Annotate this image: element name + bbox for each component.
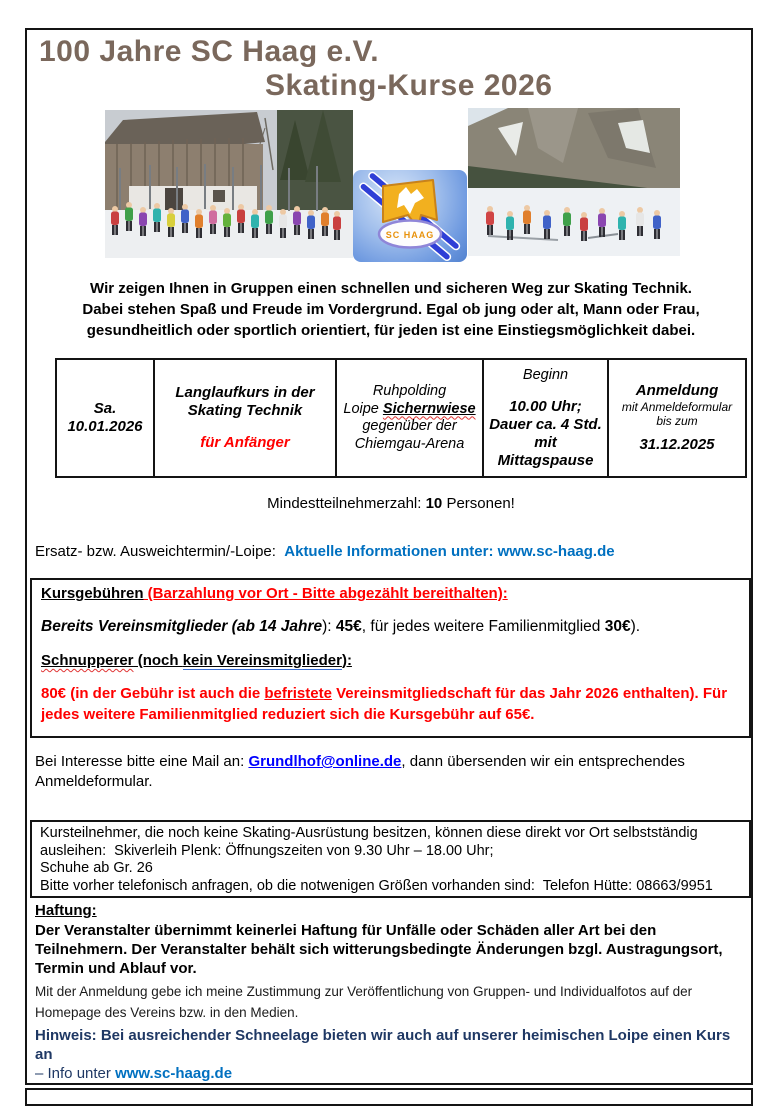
email-link[interactable]: Grundlhof@online.de bbox=[248, 753, 402, 770]
min-participants-count: 10 bbox=[425, 495, 443, 512]
sc-haag-logo bbox=[353, 170, 467, 262]
rental-box bbox=[30, 820, 751, 898]
fees-price-family: 30€ bbox=[604, 618, 631, 635]
bottom-empty-box bbox=[25, 1088, 753, 1106]
schedule-mit: mit bbox=[534, 434, 557, 451]
photo-consent-text: Mit der Anmeldung gebe ich meine Zustimmung zur Veröffentlichung von Gruppen- und Individualfotos auf der Homepage des Vereins bzw. in den Medien. bbox=[35, 984, 693, 1020]
intro-line-3: gesundheitlich oder sportlich orientiert, für jeden ist eine Einstiegsmöglichkeit dabei. bbox=[86, 322, 696, 339]
liability-text: Der Veranstalter übernimmt keinerlei Haftung für Unfälle oder Schäden aller Art bei den Teilnehmern. Der Veranstalter behält sich witterungsbedingte Änderungen bzgl. Austragungsort, Termin und Ablauf vor. bbox=[35, 922, 723, 977]
fees-trial-underlined-word: befristete bbox=[264, 685, 332, 702]
flyer-page bbox=[25, 28, 753, 1085]
location-line4: Chiemgau-Arena bbox=[354, 435, 465, 452]
rental-line-1: Kursteilnehmer, die noch keine Skating-Ausrüstung besitzen, können diese direkt vor Ort selbstständig bbox=[40, 825, 698, 841]
fees-price-members: 45€ bbox=[335, 618, 362, 635]
course-table bbox=[55, 358, 747, 478]
alternative-info bbox=[35, 543, 615, 560]
page-subtitle: Skating-Kurse 2026 bbox=[265, 69, 553, 102]
schedule-start: 10.00 Uhr; bbox=[509, 398, 582, 415]
fees-trial-text: 80€ (in der Gebühr ist auch die befristete Vereinsmitgliedschaft für das Jahr 2026 enthalten). Für jedes weitere Familienmitglied reduziert sich die Kursgebühr auf 65€. bbox=[41, 685, 732, 723]
rental-line-2: ausleihen: Skiverleih Plenk: Öffnungszeiten von 9.30 Uhr – 18.00 Uhr; bbox=[40, 842, 494, 859]
notice-info-line: – Info unter www.sc-haag.de bbox=[35, 1065, 233, 1082]
course-schedule-cell bbox=[483, 359, 608, 477]
registration-sub1: mit Anmeldeformular bbox=[621, 400, 733, 414]
skiers-snow-photo bbox=[468, 108, 680, 256]
page-title: 100 Jahre SC Haag e.V. bbox=[39, 35, 380, 68]
notice-section bbox=[35, 1026, 749, 1083]
rental-line-3: Schuhe ab Gr. 26 bbox=[40, 860, 153, 876]
fees-heading bbox=[41, 585, 740, 602]
fees-members-line: Bereits Vereinsmitglieder (ab 14 Jahre): 45€, für jedes weitere Familienmitglied 30€). bbox=[41, 618, 641, 635]
course-name-cell bbox=[154, 359, 336, 477]
notice-bold-line: Hinweis: Bei ausreichender Schneelage bieten wir auch auf unserer heimischen Loipe einen Kurs an bbox=[35, 1027, 731, 1063]
registration-title: Anmeldung bbox=[635, 382, 719, 399]
liability-section bbox=[35, 902, 749, 1023]
liability-heading: Haftung: bbox=[35, 902, 97, 919]
course-location-cell bbox=[336, 359, 483, 477]
fees-box bbox=[30, 578, 751, 738]
course-date-value: 10.01.2026 bbox=[67, 418, 143, 435]
course-date-day: Sa. bbox=[93, 400, 117, 417]
contact-line: Bei Interesse bitte eine Mail an: Grundlhof@online.de, dann übersenden wir ein entsprechendes Anmeldeformular. bbox=[35, 753, 689, 790]
course-title-line2: Skating Technik bbox=[187, 402, 303, 419]
alternative-website-link[interactable]: Aktuelle Informationen unter: www.sc-haag.de bbox=[284, 543, 615, 560]
course-registration-cell bbox=[608, 359, 746, 477]
schedule-break: Mittagspause bbox=[497, 452, 594, 469]
min-participants: Mindestteilnehmerzahl: 10 Personen! bbox=[267, 495, 515, 512]
location-trail-name: Sichernwiese bbox=[382, 400, 476, 417]
registration-deadline: 31.12.2025 bbox=[639, 436, 715, 453]
course-title-line1: Langlaufkurs in der bbox=[175, 384, 315, 401]
registration-sub2: bis zum bbox=[656, 414, 698, 428]
intro-line-2: Dabei stehen Spaß und Freude im Vordergrund. Egal ob jung oder alt, Mann oder Frau, bbox=[82, 301, 700, 318]
fees-trial-heading: Schnupperer (noch kein Vereinsmitglieder): bbox=[41, 652, 352, 669]
logo-text: SC HAAG bbox=[385, 230, 435, 240]
group-photo-hut bbox=[105, 110, 353, 258]
course-level: für Anfänger bbox=[200, 434, 290, 451]
location-trail: Loipe Sichernwiese bbox=[343, 400, 476, 417]
intro-text bbox=[27, 278, 755, 341]
website-link[interactable]: www.sc-haag.de bbox=[115, 1065, 233, 1082]
rental-line-4: Bitte vorher telefonisch anfragen, ob die notwenigen Größen vorhanden sind: Telefon Hütte: 08663/9951 bbox=[40, 877, 713, 894]
location-town: Ruhpolding bbox=[372, 383, 447, 399]
location-line3: gegenüber der bbox=[362, 418, 457, 434]
schedule-header: Beginn bbox=[522, 367, 569, 383]
fees-heading-black: Kursgebühren bbox=[41, 585, 144, 602]
alternative-label: Ersatz- bzw. Ausweichtermin/-Loipe: bbox=[35, 543, 285, 560]
course-date-cell bbox=[56, 359, 154, 477]
schedule-duration: Dauer ca. 4 Std. bbox=[489, 416, 602, 433]
intro-line-1: Wir zeigen Ihnen in Gruppen einen schnellen und sicheren Weg zur Skating Technik. bbox=[90, 280, 692, 297]
fees-heading-red: (Barzahlung vor Ort - Bitte abgezählt bereithalten): bbox=[143, 585, 508, 602]
